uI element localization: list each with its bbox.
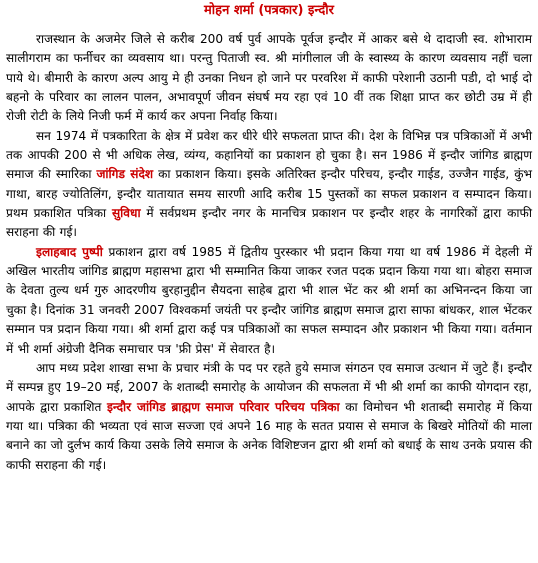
article-body [6, 30, 532, 475]
paragraph [6, 359, 532, 475]
paragraph-text: का विमोचन भी शताब्दी समारोह में किया गया था। पत्रिका की भव्यता एवं साज सज्जा एवं अपने 16 माह के सतत प्रयास से समाज के बिखरे मोतियों की माला बनाने का जो दुर्लभ कार्य किया उसके लिये समाज के अनेक विशिष्टजन द्वारा श्री शर्मा को बधाई के साथ उनके प्रयास की काफी सराहना की गई। [6, 399, 532, 472]
paragraph-text: राजस्थान के अजमेर जिले से करीब 200 वर्ष पुर्व आपके पूर्वज इन्दौर में आकर बसे थे दादाजी स्व. शोभाराम सालीगराम का फर्नीचर का व्यवसाय था। परन्तु पिताजी स्व. श्री मांगीलाल जी के स्वास्थ्य के कारण व्यवसाय नहीं चला पाये थे। बीमारी के कारण अल्प आयु मे ही उनका निधन हो जाने पर परवरिश में काफी परेशानी उठानी पडी, दो भाई दो बहनो के परिवार का लालन पालन, अभावपूर्ण जीवन संघर्ष मय रहा एवं 10 वीं तक शिक्षा प्राप्त कर छोटी उम्र में ही रोजी रोटी के लिये निजी फर्म में कार्य कर अपना निर्वाह किया। [6, 32, 532, 124]
paragraph-text: में सर्वप्रथम इन्दौर नगर के मानचित्र प्रकाशन पर इन्दौर शहर के नागरिकों द्वारा काफी सराहना की गई। [6, 206, 532, 240]
highlighted-title: सुविधा [111, 206, 141, 221]
paragraph [6, 243, 532, 359]
highlighted-title: इन्दौर जांगिड ब्राह्मण समाज परिवार परिचय पत्रिका [106, 399, 340, 414]
paragraph-text: सन 1974 में पत्रकारिता के क्षेत्र में प्रवेश कर धीरे धीरे सफलता प्राप्त की। देश के विभिन्न पत्र पत्रिकाओं में अभी तक आपकी 200 से भी अधिक लेख, व्यंग्य, कहानियों का प्रकाशन हो चुका है। सन 1986 में इन्दौर जांगिड ब्राह्मण समाज की स्मारिका [6, 128, 532, 182]
paragraph [6, 127, 532, 243]
highlighted-title: जांगिड संदेश [96, 167, 154, 182]
paragraph [6, 30, 532, 127]
paragraph-text: प्रकाशन द्वारा वर्ष 1985 में द्वितीय पुरस्कार भी प्रदान किया गया था वर्ष 1986 में देहली में अखिल भारतीय जांगिड ब्राह्मण महासभा द्वारा भी सम्मानित किया जाकर रजत पदक प्रदान किया गया था। बोहरा समाज के देवता तुल्य धर्म गुरु आदरणीय बुरहानुद्दीन सैयदना साहेब द्वारा भी शाल भेंट कर श्री शर्मा का अभिनन्दन किया जा चुका है। दिनांक 31 जनवरी 2007 विश्वकर्मा जयंती पर इन्दौर जांगिड ब्राह्मण समाज द्वारा साफा बांधकर, शाल भेंटकर सम्मान पत्र प्रदान किया गया। श्री शर्मा द्वारा कई पत्र पत्रिकाओं का सफल सम्पादन और प्रकाशन भी किया गया। वर्तमान में भी शर्मा अंग्रेजी दैनिक समाचार पत्र 'फ्री प्रेस' में सेवारत है। [6, 244, 532, 356]
page-title: मोहन शर्मा (पत्रकार) इन्दौर [204, 3, 334, 18]
paragraph-text: का प्रकाशन किया। इसके अतिरिक्त इन्दौर परिचय, इन्दौर गाईड, उज्जैन गाईड, कुंभ गाथा, बारह ज्योतिलिंग, इन्दौर यातायात समय सारणी आदि करीब 15 पुस्तकों का सफल प्रकाशन व सम्पादन किया। प्रथम प्रकाशित पत्रिका [6, 167, 532, 221]
paragraph-text: आप मध्य प्रदेश शाखा सभा के प्रचार मंत्री के पद पर रहते हुये समाज संगठन एव समाज उत्थान में जुटे हैं। इन्दौर में सम्पन्न हुए 19–20 मई, 2007 के शताब्दी समारोह के आयोजन की सफलता में भी श्री शर्मा का काफी योगदान रहा, आपके द्वारा प्रकाशित [6, 360, 532, 414]
highlighted-title: इलाहबाद पुष्पी [36, 244, 103, 259]
